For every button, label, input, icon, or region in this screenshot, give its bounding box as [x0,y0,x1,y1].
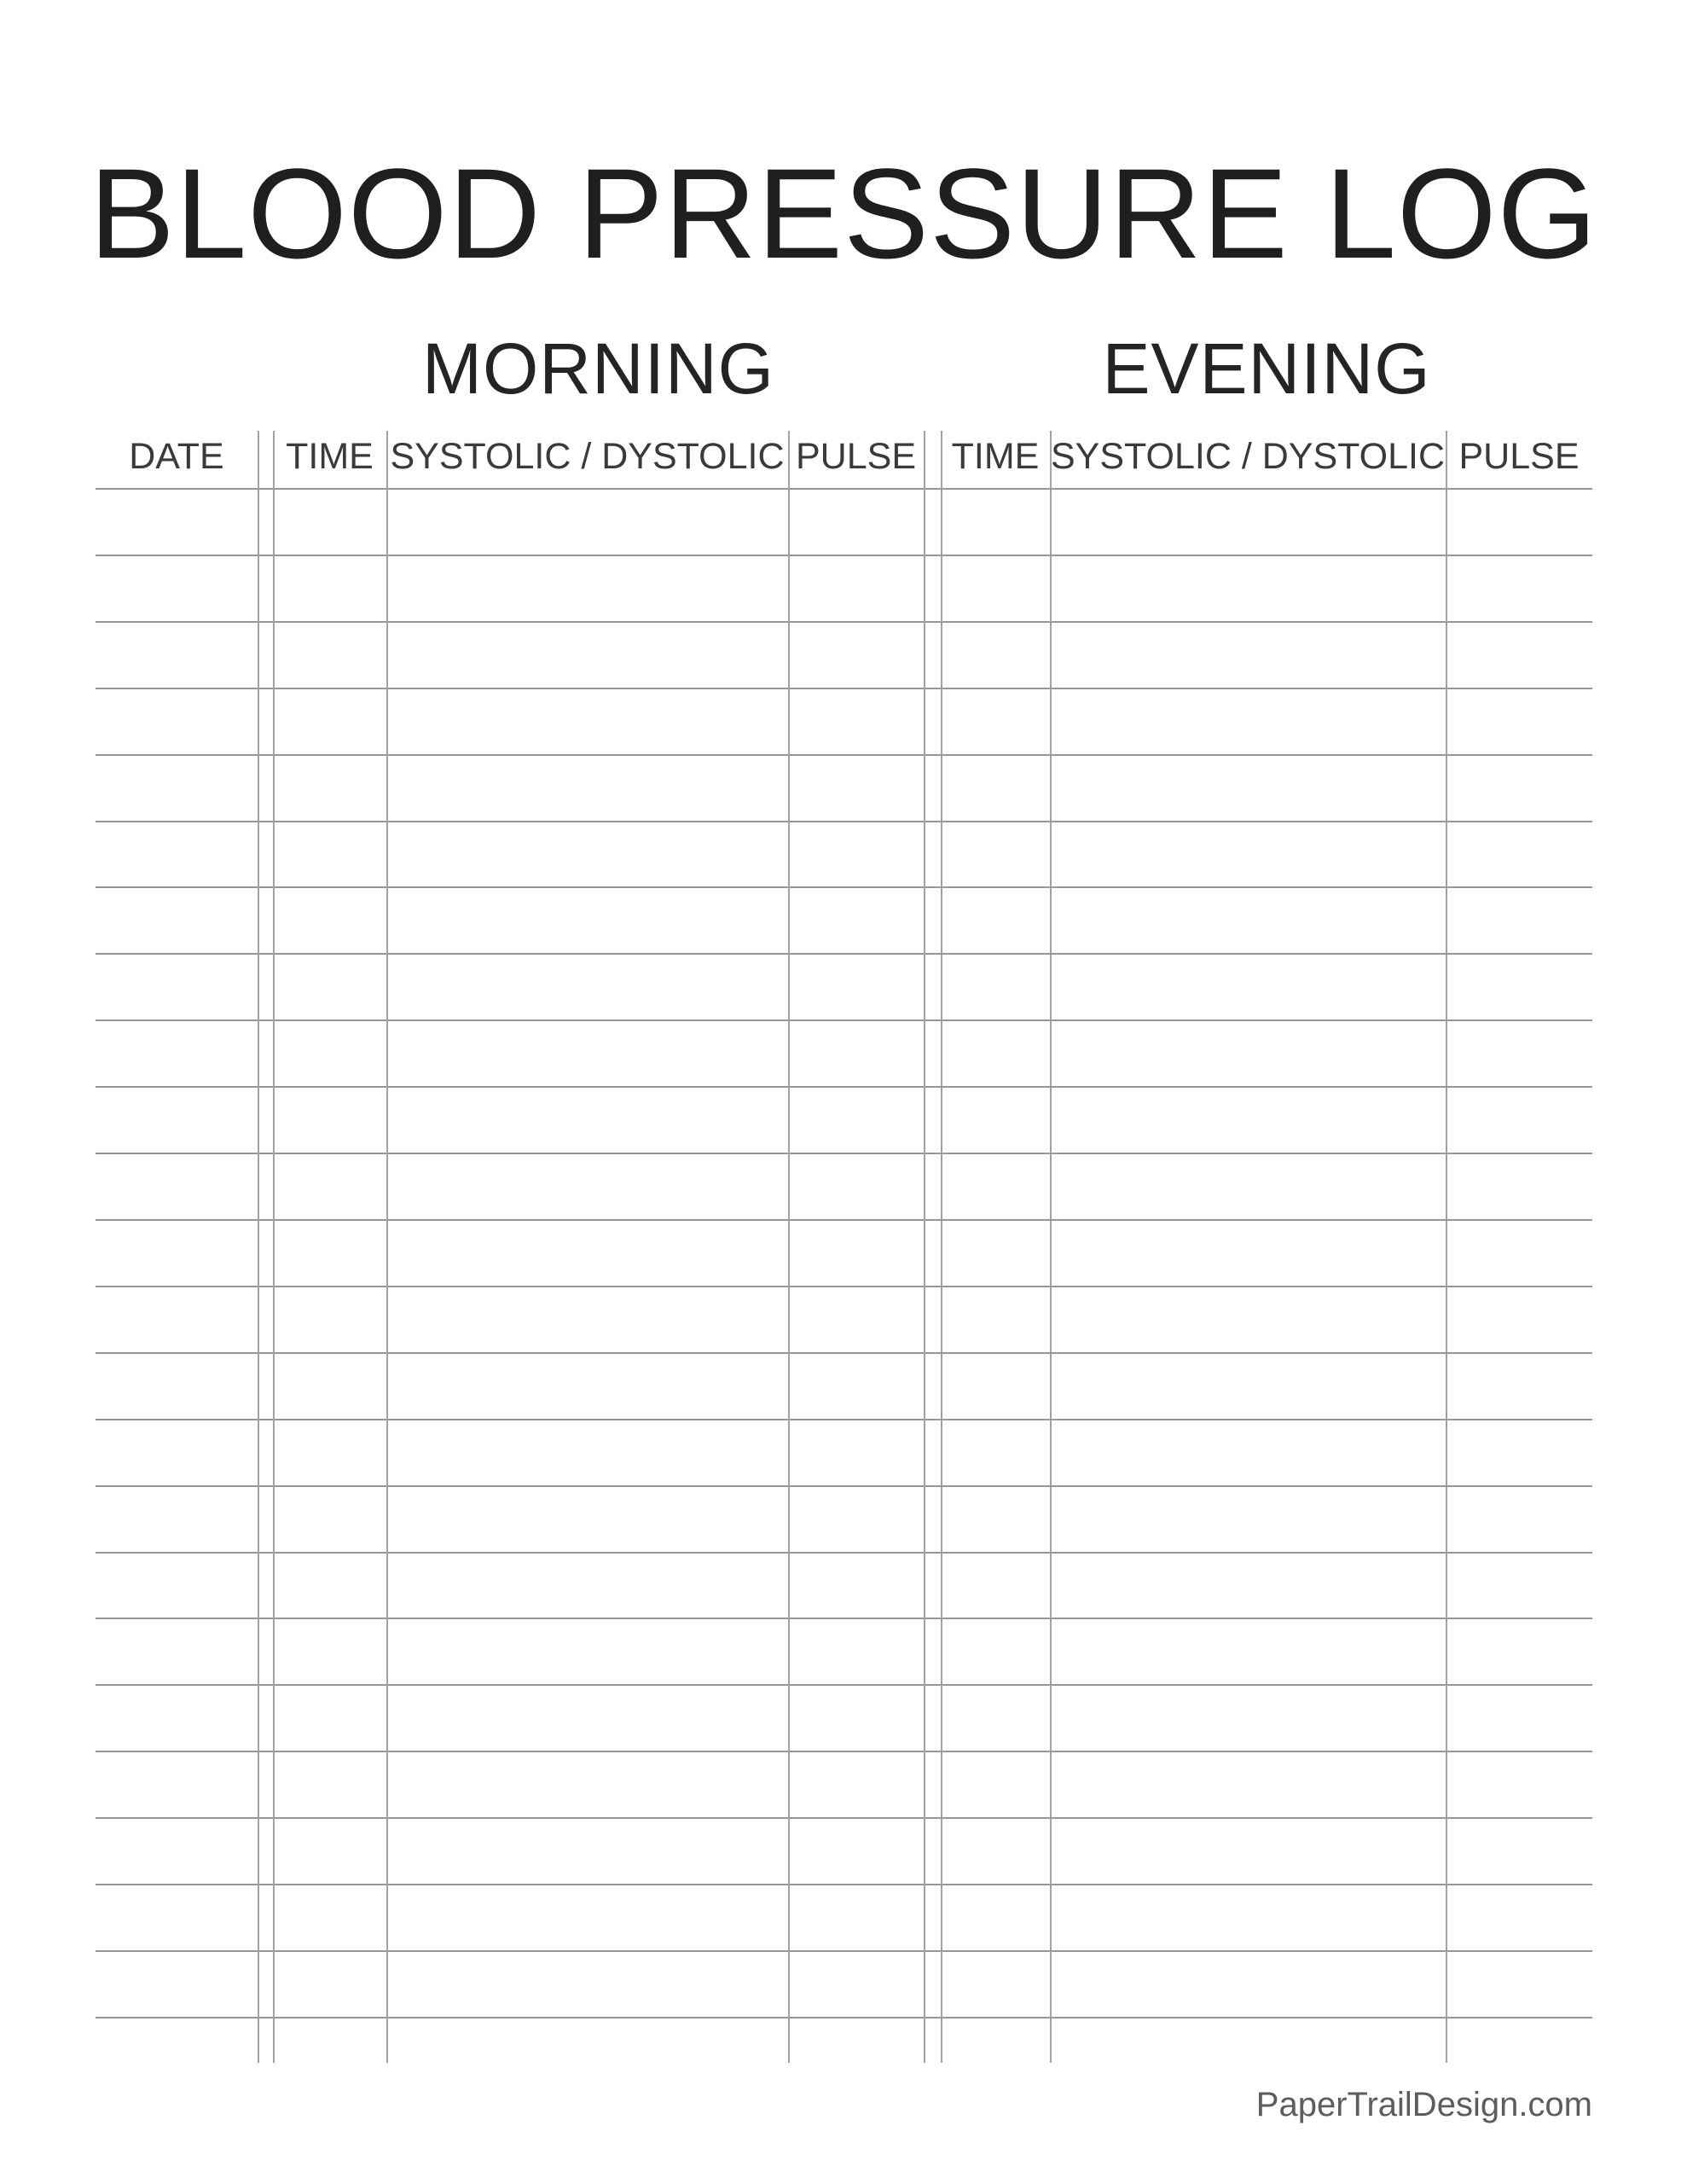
grid-row-line [96,886,1592,888]
grid-column-line [1050,431,1052,2063]
grid-row-line [96,621,1592,623]
grid-row-line [96,754,1592,756]
grid-row-line [96,1884,1592,1885]
grid-row-line [96,1684,1592,1686]
grid-row-line [96,1552,1592,1554]
grid-row-line [96,688,1592,689]
grid-row-line [96,1219,1592,1221]
grid-column-line [788,431,790,2063]
grid-row-line [96,953,1592,955]
grid-row-line [96,1286,1592,1287]
grid-row-line [96,488,1592,490]
column-header-time-evening: TIME [951,436,1040,477]
grid-row-line [96,1485,1592,1487]
column-header-time-morning: TIME [286,436,374,477]
column-header-pulse-morning: PULSE [795,436,916,477]
column-header-date: DATE [129,436,224,477]
grid-column-line [1446,431,1447,2063]
page-title: BLOOD PRESSURE LOG [89,142,1598,285]
grid-row-line [96,555,1592,556]
column-header-systolic-dystolic-evening: SYSTOLIC / DYSTOLIC [1051,436,1445,477]
grid-row-line [96,1817,1592,1819]
grid-row-line [96,1086,1592,1088]
section-title-morning: MORNING [422,328,774,409]
grid-row-line [96,1618,1592,1619]
grid-row-line [96,1950,1592,1952]
grid-column-line [273,431,275,2063]
grid-row-line [96,1352,1592,1354]
column-header-pulse-evening: PULSE [1458,436,1580,477]
grid-column-line [941,431,942,2063]
grid-column-line [258,431,259,2063]
column-header-systolic-dystolic-morning: SYSTOLIC / DYSTOLIC [390,436,785,477]
grid-row-line [96,1153,1592,1154]
grid-row-line [96,1019,1592,1021]
grid-column-line [924,431,925,2063]
grid-row-line [96,1751,1592,1752]
grid-row-line [96,2017,1592,2018]
footer-credit: PaperTrailDesign.com [1255,2086,1592,2123]
grid-row-line [96,821,1592,822]
grid-row-line [96,1419,1592,1420]
grid-column-line [386,431,388,2063]
section-title-evening: EVENING [1102,328,1431,409]
